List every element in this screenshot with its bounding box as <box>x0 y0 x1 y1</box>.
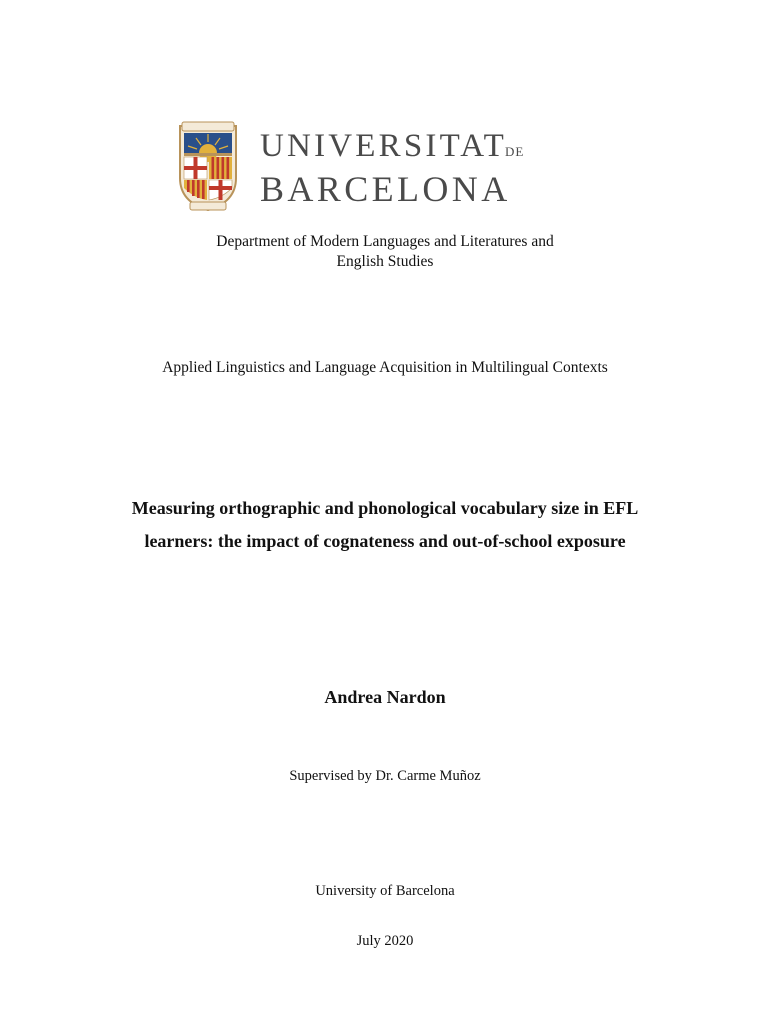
date: July 2020 <box>356 933 414 949</box>
university-seal-icon <box>176 120 240 212</box>
wordmark-barcelona: BARCELONA <box>260 169 511 209</box>
title-line2: learners: the impact of cognateness and out-of-school exposure <box>144 531 626 551</box>
department-line2: English Studies <box>336 253 434 270</box>
department <box>0 232 770 272</box>
wordmark-line1 <box>260 128 556 170</box>
author-name: Andrea Nardon <box>324 687 446 707</box>
supervisor: Supervised by Dr. Carme Muñoz <box>289 768 481 784</box>
university-name: University of Barcelona <box>315 883 455 899</box>
title-line1: Measuring orthographic and phonological vocabulary size in EFL <box>131 498 639 518</box>
wordmark-universitat: UNIVERSITAT <box>260 128 508 164</box>
program-name: Applied Linguistics and Language Acquisition in Multilingual Contexts <box>162 359 608 376</box>
department-line1: Department of Modern Languages and Literatures and <box>216 233 554 250</box>
university-logo <box>176 120 556 216</box>
thesis-title <box>60 492 710 558</box>
university-wordmark <box>260 128 556 208</box>
wordmark-de: DE <box>505 144 525 159</box>
